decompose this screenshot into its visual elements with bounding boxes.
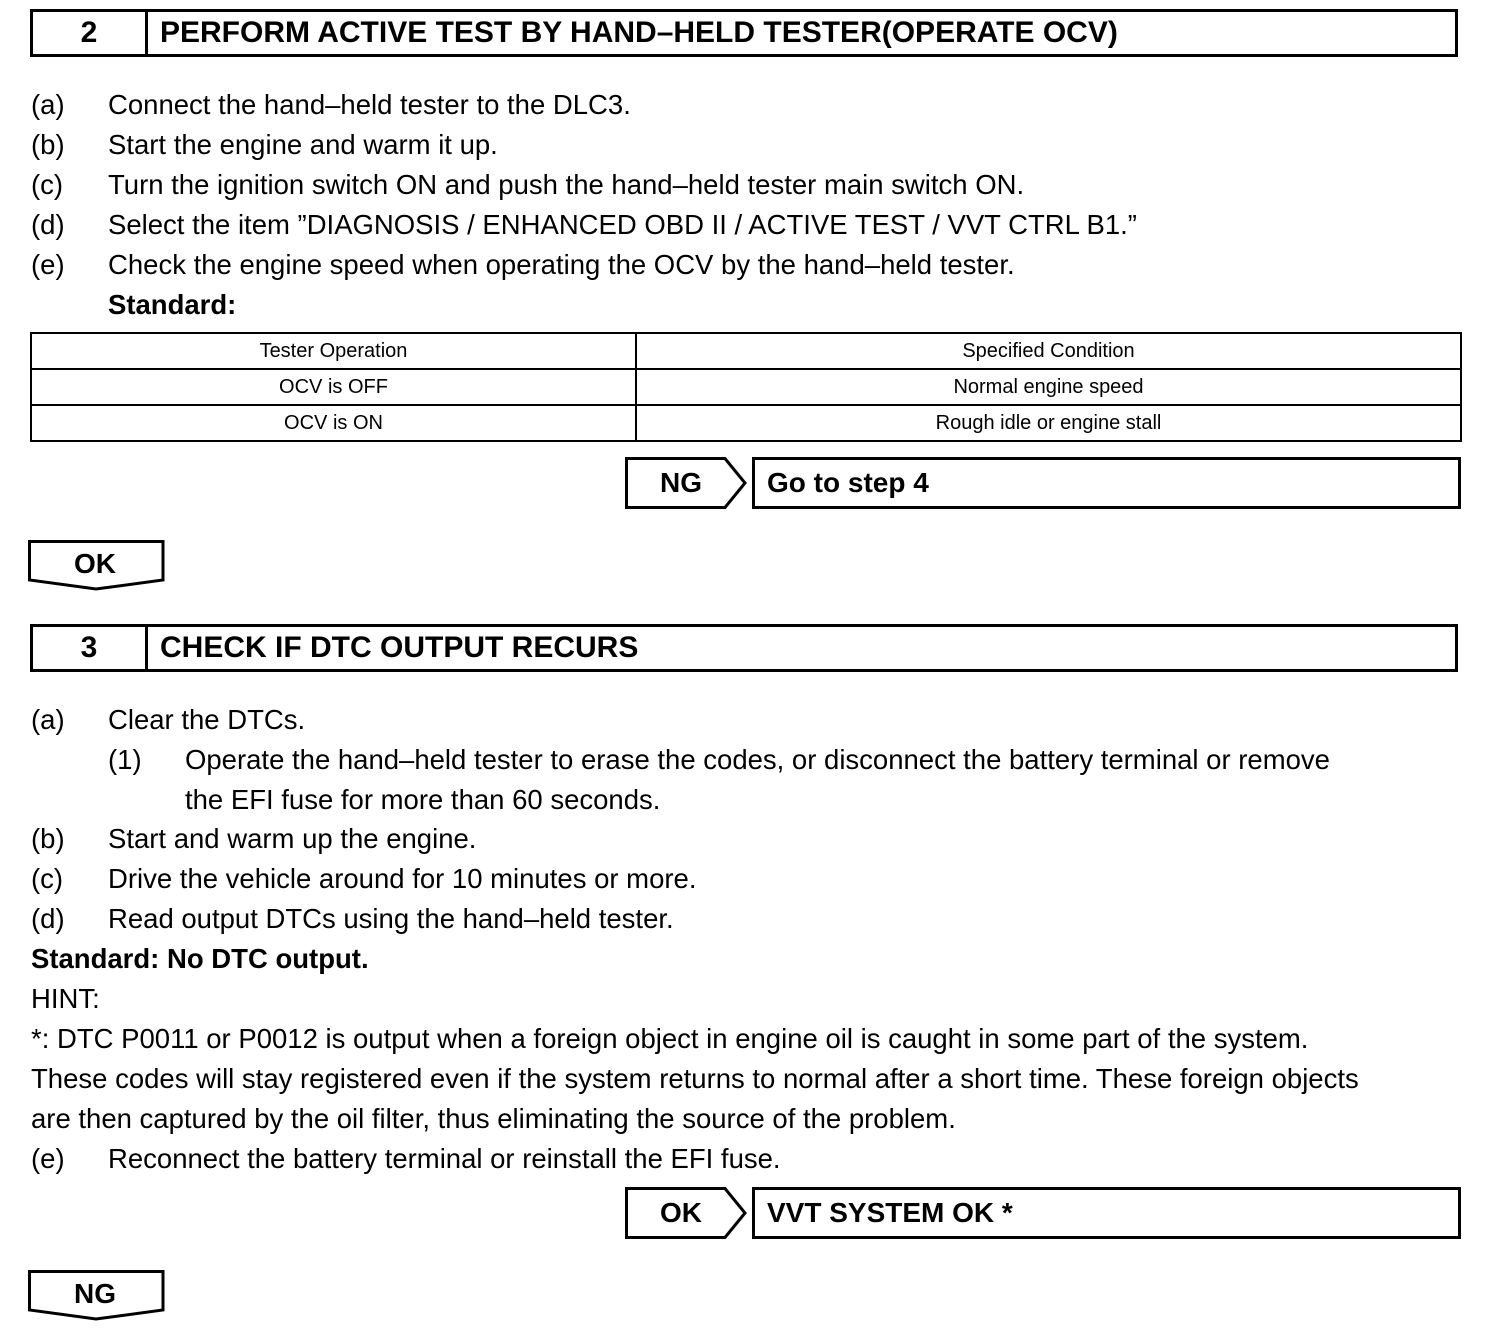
step-3-ng-continue bbox=[28, 1270, 165, 1322]
step-3-title: CHECK IF DTC OUTPUT RECURS bbox=[160, 631, 639, 664]
item-label: (a) bbox=[31, 89, 65, 120]
item-text: Connect the hand–held tester to the DLC3. bbox=[108, 89, 631, 120]
ok-arrow-tag bbox=[625, 1187, 747, 1239]
item-label: (d) bbox=[31, 209, 65, 240]
step-3-ok-branch bbox=[625, 1187, 1013, 1239]
standard-table bbox=[30, 332, 1462, 442]
item-label: (b) bbox=[31, 823, 65, 854]
item-label: (e) bbox=[31, 249, 65, 280]
item-text: Operate the hand–held tester to erase the codes, or disconnect the battery terminal or remove bbox=[185, 744, 1330, 775]
table-header-row bbox=[31, 333, 1461, 369]
ok-result-box: VVT SYSTEM OK * bbox=[752, 1187, 1461, 1239]
item-label: (c) bbox=[31, 863, 64, 894]
hint-line: *: DTC P0011 or P0012 is output when a foreign object in engine oil is caught in some part of the system. bbox=[31, 1023, 1309, 1054]
step-3-standard: Standard: No DTC output. bbox=[31, 943, 369, 974]
table-cell: Normal engine speed bbox=[636, 369, 1461, 405]
item-text: Start and warm up the engine. bbox=[108, 823, 477, 854]
item-text: Turn the ignition switch ON and push the hand–held tester main switch ON. bbox=[108, 169, 1025, 200]
item-text: Read output DTCs using the hand–held tester. bbox=[108, 903, 674, 934]
step-2-number: 2 bbox=[33, 12, 148, 54]
table-cell: Rough idle or engine stall bbox=[636, 405, 1461, 441]
item-text: Clear the DTCs. bbox=[108, 704, 306, 735]
ok-continue-label: OK bbox=[74, 548, 116, 579]
step-2-title: PERFORM ACTIVE TEST BY HAND–HELD TESTER(OPERATE OCV) bbox=[160, 16, 1118, 49]
item-label: (d) bbox=[31, 903, 65, 934]
item-label: (c) bbox=[31, 169, 64, 200]
table-cell: OCV is OFF bbox=[31, 369, 636, 405]
step-2-ng-branch bbox=[625, 457, 929, 509]
hint-line: are then captured by the oil filter, thus eliminating the source of the problem. bbox=[31, 1103, 956, 1134]
item-text: Check the engine speed when operating the OCV by the hand–held tester. bbox=[108, 249, 1015, 280]
item-text: Select the item ”DIAGNOSIS / ENHANCED OBD II / ACTIVE TEST / VVT CTRL B1.” bbox=[108, 209, 1137, 240]
step-3-number: 3 bbox=[33, 627, 148, 669]
table-row bbox=[31, 405, 1461, 441]
step-3-header bbox=[30, 624, 1458, 672]
table-header: Tester Operation bbox=[31, 333, 636, 369]
ng-tag-label: NG bbox=[660, 467, 702, 498]
table-cell: OCV is ON bbox=[31, 405, 636, 441]
ng-result-box: Go to step 4 bbox=[752, 457, 1461, 509]
table-row bbox=[31, 369, 1461, 405]
item-label: (1) bbox=[108, 744, 142, 775]
hint-label: HINT: bbox=[31, 983, 100, 1014]
item-text: Reconnect the battery terminal or reinstall the EFI fuse. bbox=[108, 1143, 781, 1174]
step-2-ok-continue bbox=[28, 540, 165, 592]
item-label: (a) bbox=[31, 704, 65, 735]
ng-continue-label: NG bbox=[74, 1278, 116, 1309]
item-text: Start the engine and warm it up. bbox=[108, 129, 498, 160]
step-2-standard-label: Standard: bbox=[108, 289, 237, 320]
hint-line: These codes will stay registered even if the system returns to normal after a short time. These foreign objects bbox=[31, 1063, 1359, 1094]
step-3-item-a1-cont: the EFI fuse for more than 60 seconds. bbox=[185, 784, 661, 815]
table-header: Specified Condition bbox=[636, 333, 1461, 369]
step-2-header bbox=[30, 9, 1458, 57]
item-label: (b) bbox=[31, 129, 65, 160]
item-text: Drive the vehicle around for 10 minutes or more. bbox=[108, 863, 697, 894]
item-label: (e) bbox=[31, 1143, 65, 1174]
ok-tag-label: OK bbox=[660, 1197, 702, 1228]
ng-arrow-tag bbox=[625, 457, 747, 509]
